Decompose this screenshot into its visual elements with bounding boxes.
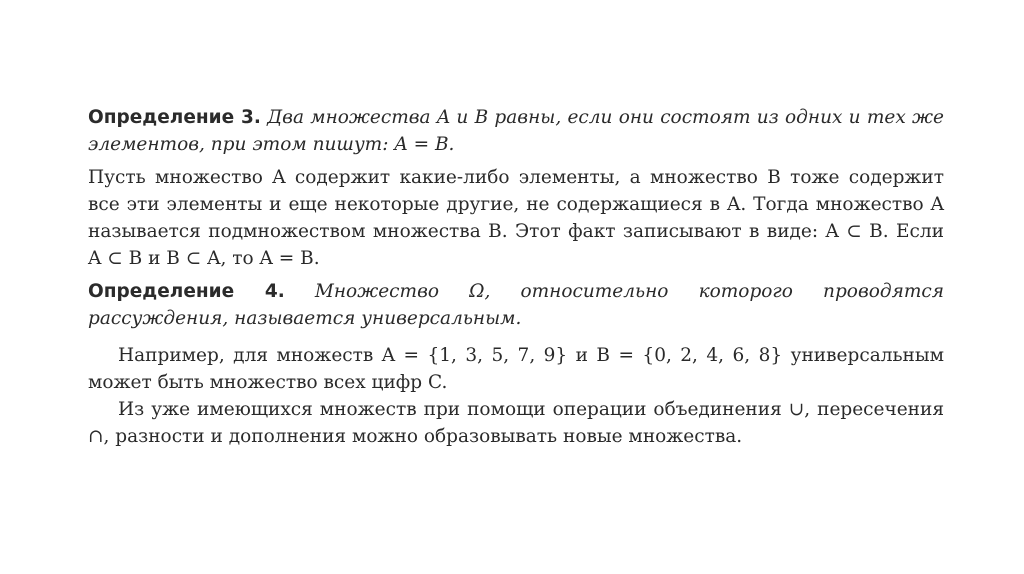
definition-4-term: Определение 4. [88, 281, 285, 302]
definition-3-term: Определение 3. [88, 107, 261, 128]
definition-4 [88, 278, 944, 332]
definition-4-text: Множество Ω, относительно которого проводятся рассуждения, называется универсальным. [88, 281, 944, 329]
subset-paragraph: Пусть множество A содержит какие-либо элементы, а множество B тоже содержит все эти элементы и еще некоторые другие, не содержащиеся в A. Тогда множество A называется подмножеством множества B. Этот факт записывают в виде: A ⊂ B. Если A ⊂ B и B ⊂ A, то A = B. [88, 167, 944, 269]
definition-3-text: Два множества A и B равны, если они состоят из одних и тех же элементов, при этом пишут: A = B. [88, 107, 944, 155]
document-body [88, 104, 944, 450]
operations-paragraph: Из уже имеющихся множеств при помощи операции объединения ∪, пересечения ∩, разности и дополнения можно образовывать новые множества. [88, 399, 944, 447]
definition-3 [88, 104, 944, 158]
example-paragraph: Например, для множеств A = {1, 3, 5, 7, 9} и B = {0, 2, 4, 6, 8} универсальным может быть множество всех цифр C. [88, 345, 944, 393]
